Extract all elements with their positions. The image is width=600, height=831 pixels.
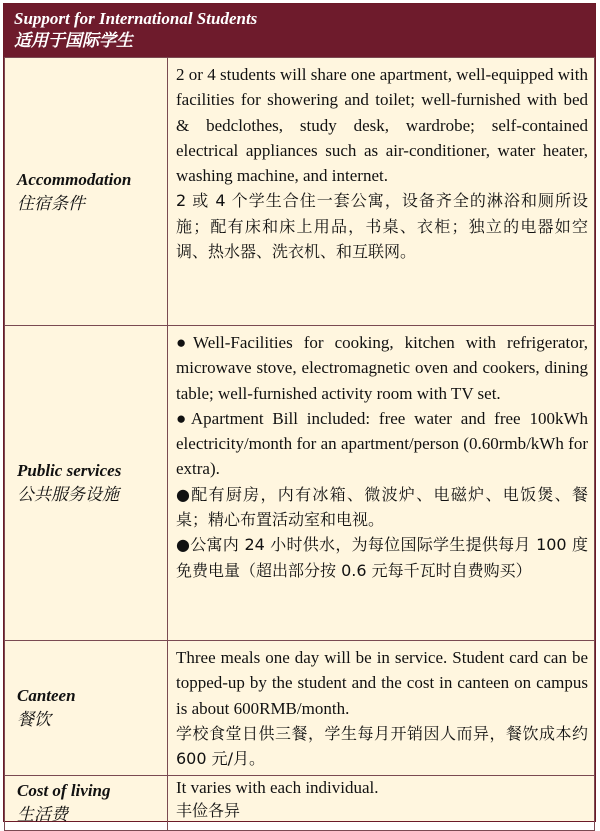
content-paragraph: ●Well-Facilities for cooking, kitchen with refrigerator, microwave stove, electromagnetic oven and cookers, dining table; well-furnished activity room with TV set.: [176, 333, 588, 403]
content-paragraph: ●公寓内 24 小时供水，为每位国际学生提供每月 100 度免费电量（超出部分按 0.6 元每千瓦时自费购买）: [176, 535, 588, 580]
row-label-cell: [5, 776, 168, 831]
header-title-cn: 适用于国际学生: [14, 31, 133, 51]
table-row: [5, 641, 595, 776]
row-label-cn: 餐饮: [17, 710, 51, 731]
info-table-container: [3, 3, 596, 826]
row-label-en: Canteen: [17, 686, 76, 706]
table-row: [5, 776, 595, 831]
table-header: [4, 4, 595, 57]
row-label-en: Cost of living: [17, 781, 111, 801]
content-paragraph: 学校食堂日供三餐，学生每月开销因人而异，餐饮成本约 600 元/月。: [176, 723, 588, 769]
row-content-cell: [168, 776, 595, 831]
row-label-en: Public services: [17, 461, 122, 480]
content-paragraph: 丰俭各异: [176, 801, 241, 821]
row-label-cell: [5, 641, 168, 776]
content-paragraph: 2 or 4 students will share one apartment, well-equipped with facilities for showering and toilet; well-furnished with bed & bedclothes, study desk, wardrobe; self-contained electrical appliances such as air-conditioner, water heater, washing machine, and internet.: [176, 65, 588, 186]
content-paragraph: 2 或 4 个学生合住一套公寓，设备齐全的淋浴和厕所设施；配有床和床上用品，书桌、衣柜；独立的电器如空调、热水器、洗衣机、和互联网。: [176, 191, 588, 262]
row-label-cell: [5, 58, 168, 326]
content-paragraph: Three meals one day will be in service. Student card can be topped-up by the student and the cost in canteen on campus is about 600RMB/month.: [176, 648, 588, 718]
row-label-cn: 生活费: [17, 805, 68, 826]
row-label-en: Accommodation: [17, 169, 132, 189]
info-table: [4, 57, 595, 831]
content-paragraph: ●Apartment Bill included: free water and free 100kWh electricity/month for an apartment/person (0.60rmb/kWh for extra).: [176, 408, 588, 479]
content-paragraph: It varies with each individual.: [176, 778, 379, 798]
row-content-cell: [168, 326, 595, 641]
header-title-en: Support for International Students: [14, 9, 258, 28]
row-label-cn: 住宿条件: [17, 193, 85, 214]
row-label-cell: [5, 326, 168, 641]
table-row: [5, 58, 595, 326]
table-row: [5, 326, 595, 641]
content-paragraph: ●配有厨房，内有冰箱、微波炉、电磁炉、电饭煲、餐桌；精心布置活动室和电视。: [176, 484, 588, 530]
row-content-cell: [168, 641, 595, 776]
row-label-cn: 公共服务设施: [17, 485, 119, 505]
row-content-cell: [168, 58, 595, 326]
